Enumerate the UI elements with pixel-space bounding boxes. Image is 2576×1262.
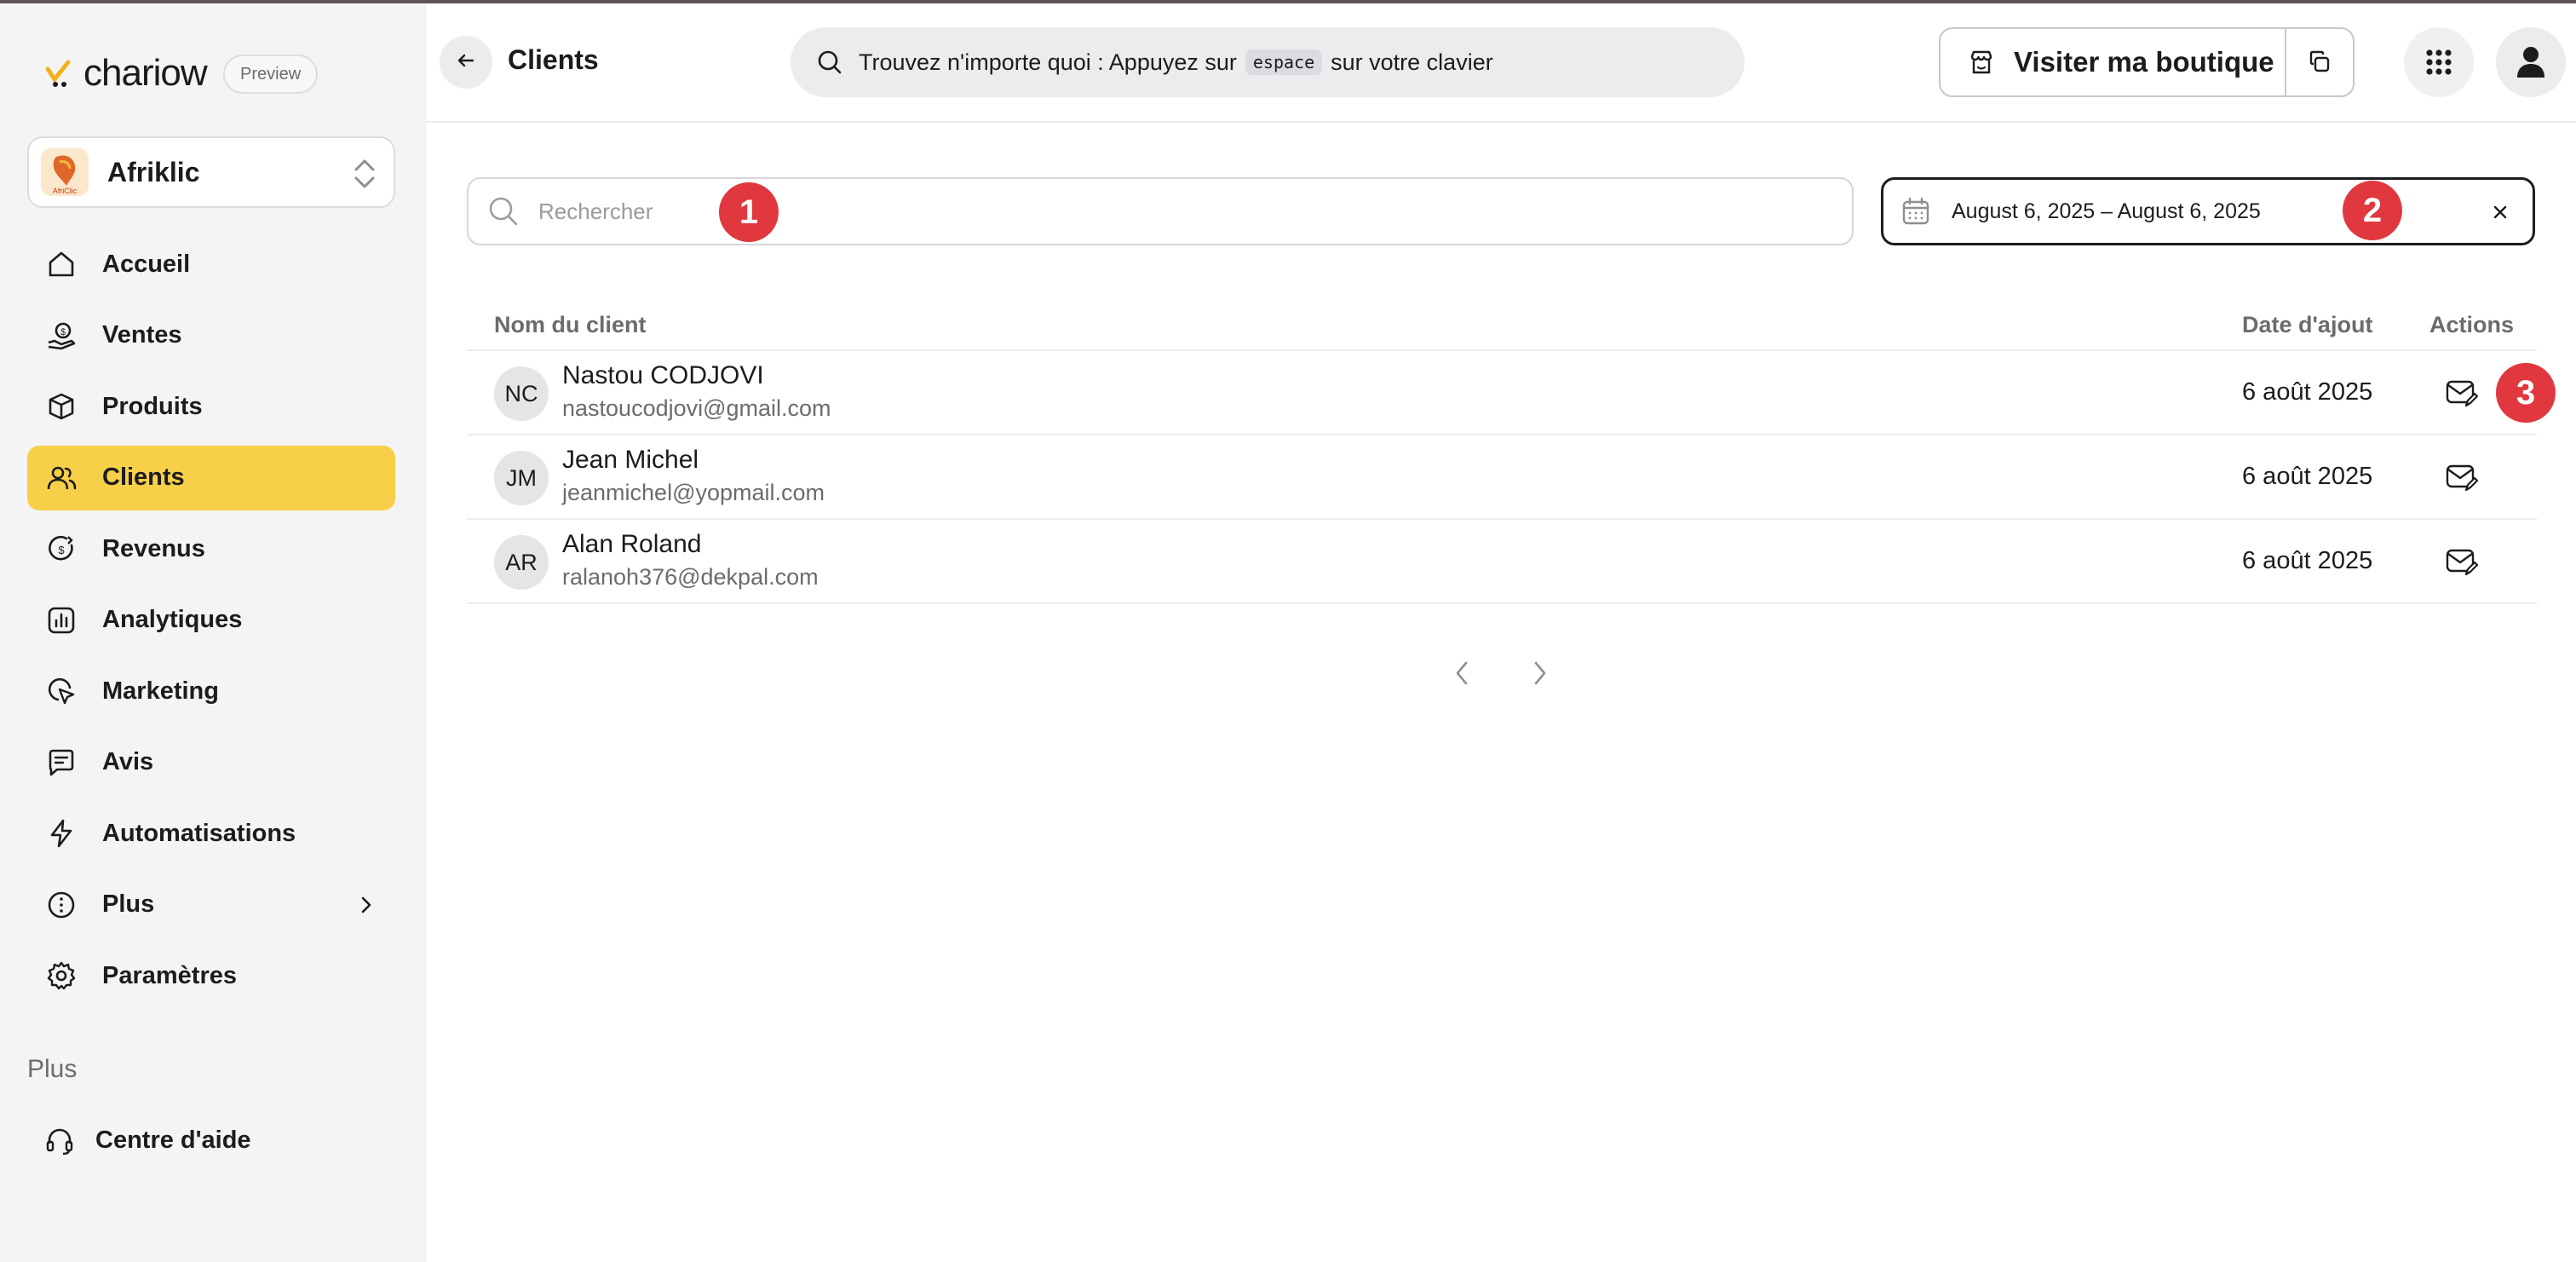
column-header-name[interactable]: Nom du client — [494, 312, 647, 337]
sidebar-item-plus[interactable] — [27, 873, 395, 937]
client-date-added: 6 août 2025 — [2242, 547, 2373, 574]
send-email-icon[interactable] — [2445, 377, 2479, 411]
avatar: JM — [494, 451, 549, 505]
column-header-actions: Actions — [2429, 312, 2515, 337]
copy-link-button[interactable] — [2285, 27, 2355, 97]
page-title: Clients — [508, 44, 599, 75]
date-range-picker[interactable] — [1881, 177, 2535, 245]
client-email: nastoucodjovi@gmail.com — [562, 395, 831, 421]
storefront-icon — [1968, 49, 1995, 76]
avatar: NC — [494, 366, 549, 421]
marketing-icon — [44, 674, 78, 708]
grid-icon — [2424, 48, 2453, 77]
sidebar-item-avis[interactable] — [27, 730, 395, 795]
client-email: ralanoh376@dekpal.com — [562, 564, 819, 590]
svg-text:$: $ — [58, 544, 65, 556]
calendar-icon — [1900, 196, 1931, 227]
client-date-added: 6 août 2025 — [2242, 378, 2373, 406]
visit-store-label: Visiter ma boutique — [2014, 46, 2274, 78]
home-icon — [44, 247, 78, 281]
reviews-icon — [44, 746, 78, 780]
user-icon — [2516, 45, 2546, 79]
chevron-up-down-icon — [351, 157, 378, 191]
chariow-logo-icon — [43, 57, 75, 89]
top-bar — [426, 3, 2576, 123]
visit-store-button[interactable] — [1939, 27, 2286, 97]
table-header — [467, 300, 2537, 351]
client-date-added: 6 août 2025 — [2242, 463, 2373, 490]
sidebar-item-label: Accueil — [102, 250, 191, 278]
sidebar-item-label: Analytiques — [102, 606, 243, 633]
search-icon — [487, 195, 520, 228]
global-search-bar[interactable] — [791, 27, 1745, 97]
preview-badge: Preview — [223, 55, 318, 94]
box-icon — [44, 389, 78, 424]
sidebar-item-automatisations[interactable] — [27, 801, 395, 866]
client-name: Nastou CODJOVI — [562, 361, 764, 389]
gear-icon — [44, 959, 78, 993]
store-logo — [41, 148, 89, 196]
apps-grid-button[interactable] — [2404, 27, 2474, 97]
chevron-right-icon — [359, 895, 373, 919]
sidebar-item-label: Avis — [102, 748, 154, 775]
sidebar-item-clients[interactable] — [27, 446, 395, 510]
more-icon — [44, 888, 78, 922]
brand-logo[interactable] — [43, 51, 207, 95]
client-search-input[interactable] — [538, 199, 1731, 225]
sidebar-item-analytiques[interactable] — [27, 588, 395, 653]
sidebar-item-label: Paramètres — [102, 961, 237, 989]
clients-table — [467, 300, 2537, 604]
client-name: Jean Michel — [562, 446, 699, 474]
headset-icon — [43, 1123, 77, 1157]
users-icon — [44, 461, 78, 495]
next-page-icon[interactable] — [1527, 656, 1554, 690]
sidebar — [0, 3, 426, 1262]
table-row[interactable] — [467, 435, 2537, 520]
sidebar-item-marketing[interactable] — [27, 659, 395, 723]
annotation-marker-1: 1 — [719, 182, 779, 242]
sidebar-item-parametres[interactable] — [27, 943, 395, 1008]
column-header-date[interactable]: Date d'ajout — [2242, 312, 2373, 337]
previous-page-icon[interactable] — [1448, 656, 1475, 690]
global-search-prefix: Trouvez n'importe quoi : Appuyez sur — [859, 49, 1237, 75]
client-email: jeanmichel@yopmail.com — [562, 480, 825, 505]
store-name: Afriklic — [107, 156, 200, 187]
sidebar-item-label: Automatisations — [102, 819, 296, 847]
arrow-left-icon — [454, 49, 478, 77]
send-email-icon[interactable] — [2445, 545, 2479, 579]
sidebar-item-label: Clients — [102, 464, 185, 491]
sidebar-item-produits[interactable] — [27, 374, 395, 439]
clear-date-icon[interactable] — [2488, 200, 2512, 224]
table-row[interactable] — [467, 520, 2537, 604]
annotation-marker-3: 3 — [2496, 363, 2556, 423]
analytics-icon — [44, 603, 78, 637]
sidebar-item-label: Revenus — [102, 534, 205, 562]
annotation-marker-2: 2 — [2343, 181, 2402, 240]
sidebar-item-accueil[interactable] — [27, 232, 395, 297]
search-icon — [816, 49, 843, 76]
sidebar-item-label: Ventes — [102, 321, 182, 349]
table-row[interactable] — [467, 351, 2537, 435]
store-switcher[interactable] — [27, 136, 395, 208]
sidebar-item-revenus[interactable] — [27, 516, 395, 581]
sidebar-item-label: Produits — [102, 392, 203, 420]
global-search-suffix: sur votre clavier — [1331, 49, 1493, 75]
back-button[interactable] — [440, 36, 492, 89]
sidebar-section-label: Plus — [27, 1055, 78, 1083]
lightning-icon — [44, 816, 78, 850]
send-email-icon[interactable] — [2445, 461, 2479, 495]
store-logo-text: AfriClic — [52, 187, 78, 195]
sales-icon — [44, 319, 78, 353]
sidebar-nav — [27, 232, 395, 1015]
date-range-value: August 6, 2025 – August 6, 2025 — [1952, 199, 2261, 223]
avatar: AR — [494, 535, 549, 590]
user-avatar-button[interactable] — [2496, 27, 2566, 97]
keyboard-shortcut-key: espace — [1245, 49, 1322, 75]
pagination — [1448, 656, 1554, 690]
sidebar-item-help-center[interactable] — [27, 1108, 395, 1173]
sidebar-item-label: Centre d'aide — [95, 1126, 251, 1154]
copy-icon — [2306, 49, 2333, 76]
revenue-icon — [44, 532, 78, 566]
sidebar-item-label: Plus — [102, 890, 155, 918]
brand-name: chariow — [83, 52, 207, 94]
client-name: Alan Roland — [562, 530, 702, 558]
client-search-field[interactable] — [467, 177, 1854, 245]
sidebar-item-label: Marketing — [102, 677, 219, 705]
svg-text:$: $ — [60, 326, 66, 337]
sidebar-item-ventes[interactable] — [27, 303, 395, 368]
